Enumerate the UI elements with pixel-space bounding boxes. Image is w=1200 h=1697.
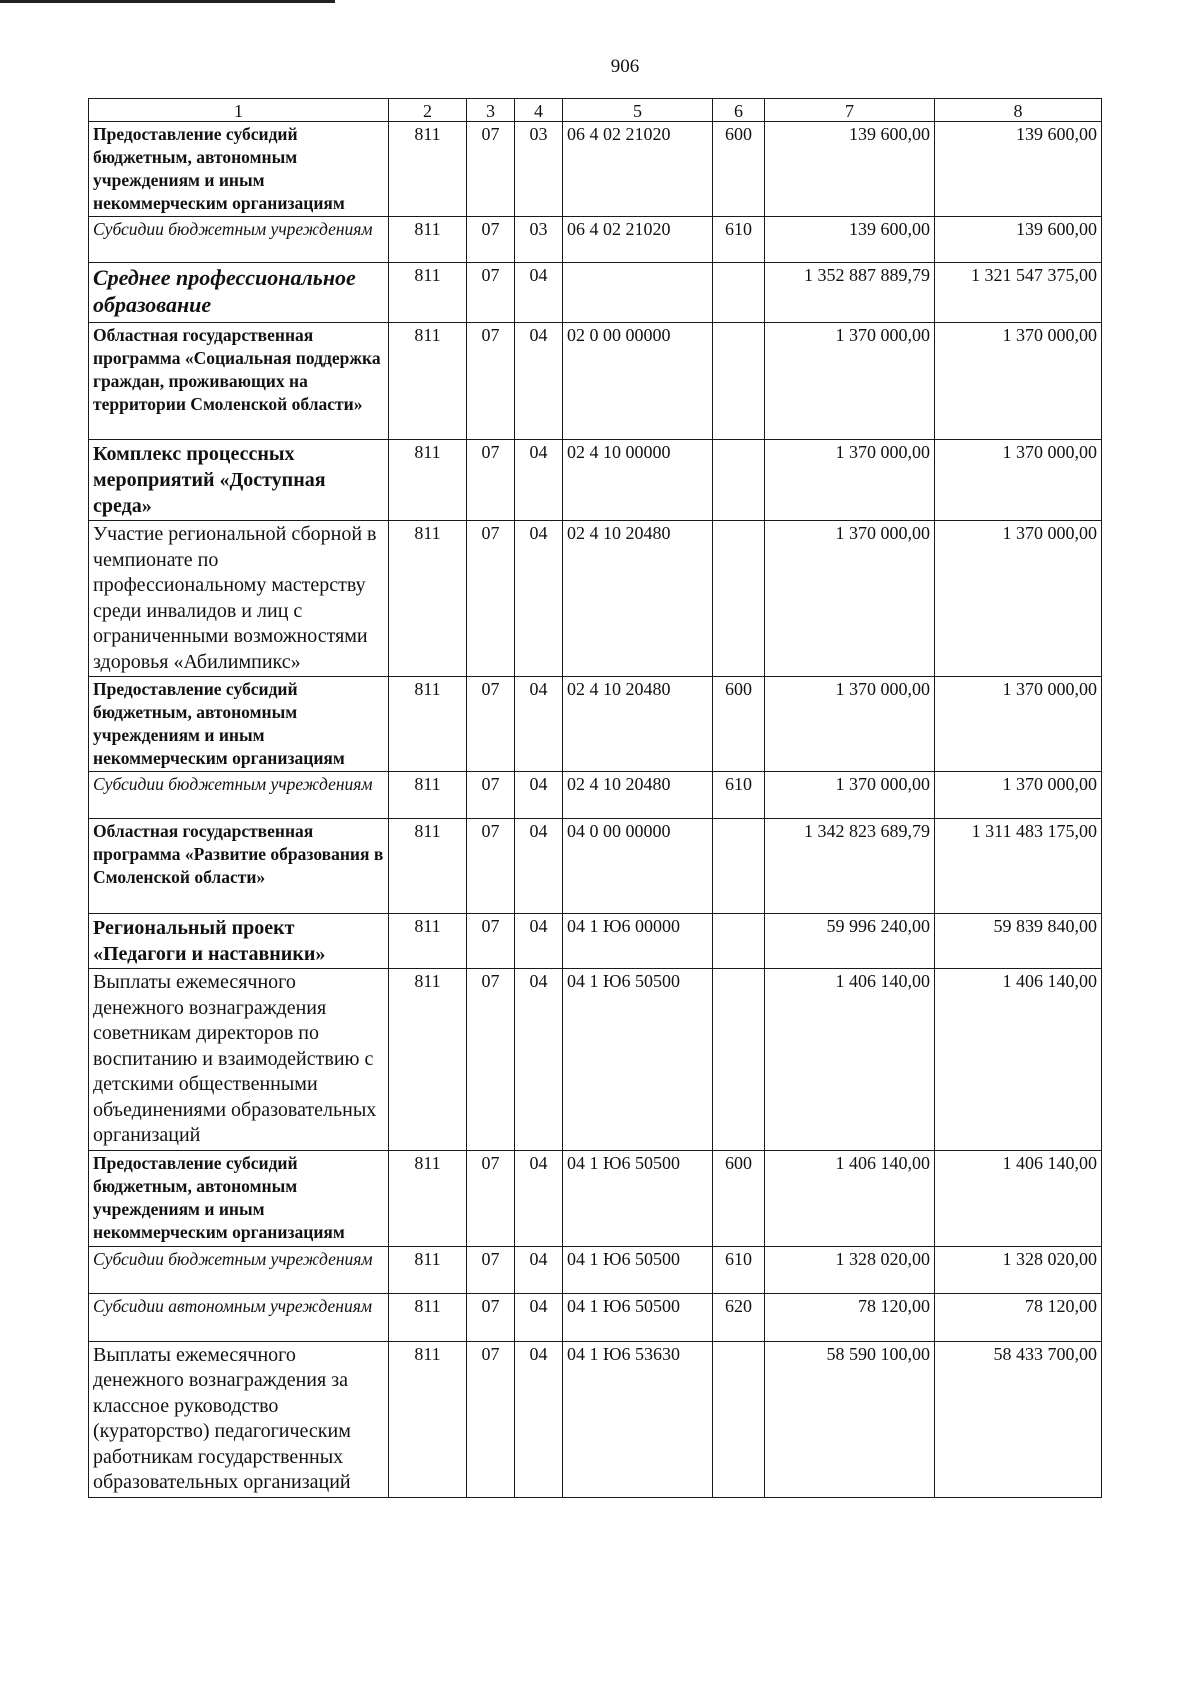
cell-admin: 811 [389,819,467,914]
cell-admin: 811 [389,440,467,521]
cell-amount-1: 1 370 000,00 [765,521,935,677]
table-row [89,1246,1102,1293]
cell-expense-type [713,323,765,440]
cell-amount-1: 1 352 887 889,79 [765,263,935,323]
cell-subsection: 04 [515,440,563,521]
header-row [89,99,1102,122]
row-name: Областная государственная программа «Развитие образования в Смоленской области» [89,819,389,914]
cell-amount-2: 1 370 000,00 [935,772,1102,819]
cell-expense-type: 620 [713,1293,765,1341]
row-name: Выплаты ежемесячного денежного вознаграждения советникам директоров по воспитанию и взаимодействию с детскими общественными объединениями образовательных организаций [89,969,389,1151]
table-row [89,122,1102,217]
table-row [89,323,1102,440]
cell-section: 07 [467,217,515,263]
cell-admin: 811 [389,263,467,323]
cell-amount-2: 1 406 140,00 [935,1150,1102,1246]
cell-section: 07 [467,263,515,323]
cell-amount-2: 1 328 020,00 [935,1246,1102,1293]
cell-section: 07 [467,521,515,677]
row-name: Предоставление субсидий бюджетным, автономным учреждениям и иным некоммерческим организациям [89,122,389,217]
cell-admin: 811 [389,1341,467,1497]
cell-amount-2: 59 839 840,00 [935,914,1102,969]
cell-section: 07 [467,772,515,819]
cell-section: 07 [467,323,515,440]
cell-admin: 811 [389,969,467,1151]
cell-amount-1: 1 370 000,00 [765,440,935,521]
cell-amount-2: 1 370 000,00 [935,521,1102,677]
cell-subsection: 04 [515,1293,563,1341]
cell-section: 07 [467,1293,515,1341]
cell-target-code: 06 4 02 21020 [563,122,713,217]
column-header: 3 [467,99,515,122]
cell-subsection: 03 [515,217,563,263]
cell-section: 07 [467,914,515,969]
cell-target-code: 02 4 10 20480 [563,677,713,772]
cell-amount-1: 59 996 240,00 [765,914,935,969]
column-header: 6 [713,99,765,122]
cell-expense-type [713,440,765,521]
row-name: Среднее профессиональное образование [89,263,389,323]
cell-section: 07 [467,1150,515,1246]
cell-admin: 811 [389,521,467,677]
budget-table [88,98,1102,1498]
cell-subsection: 03 [515,122,563,217]
row-name: Субсидии бюджетным учреждениям [89,772,389,819]
cell-target-code: 02 4 10 00000 [563,440,713,521]
page-number: 906 [610,56,640,77]
cell-target-code: 04 1 Ю6 50500 [563,1246,713,1293]
cell-expense-type [713,819,765,914]
row-name: Областная государственная программа «Социальная поддержка граждан, проживающих на территории Смоленской области» [89,323,389,440]
cell-target-code: 06 4 02 21020 [563,217,713,263]
cell-amount-2: 1 406 140,00 [935,969,1102,1151]
cell-amount-2: 1 370 000,00 [935,323,1102,440]
cell-admin: 811 [389,1150,467,1246]
table-row [89,819,1102,914]
cell-expense-type: 600 [713,677,765,772]
row-name: Предоставление субсидий бюджетным, автономным учреждениям и иным некоммерческим организациям [89,677,389,772]
cell-admin: 811 [389,1293,467,1341]
table-row [89,263,1102,323]
cell-expense-type [713,1341,765,1497]
cell-amount-1: 1 328 020,00 [765,1246,935,1293]
cell-expense-type [713,521,765,677]
cell-amount-1: 1 370 000,00 [765,323,935,440]
cell-target-code: 04 1 Ю6 50500 [563,1293,713,1341]
cell-admin: 811 [389,914,467,969]
cell-amount-1: 1 342 823 689,79 [765,819,935,914]
cell-amount-1: 1 406 140,00 [765,969,935,1151]
cell-target-code: 04 0 00 00000 [563,819,713,914]
cell-section: 07 [467,1246,515,1293]
table-row [89,969,1102,1151]
cell-target-code: 04 1 Ю6 50500 [563,969,713,1151]
cell-target-code [563,263,713,323]
cell-expense-type: 600 [713,1150,765,1246]
cell-expense-type: 610 [713,217,765,263]
table-row [89,217,1102,263]
cell-subsection: 04 [515,1246,563,1293]
cell-amount-2: 1 370 000,00 [935,677,1102,772]
cell-amount-1: 1 370 000,00 [765,772,935,819]
cell-target-code: 02 0 00 00000 [563,323,713,440]
table-row [89,772,1102,819]
cell-admin: 811 [389,1246,467,1293]
row-name: Субсидии автономным учреждениям [89,1293,389,1341]
cell-subsection: 04 [515,263,563,323]
cell-target-code: 04 1 Ю6 00000 [563,914,713,969]
cell-section: 07 [467,122,515,217]
cell-admin: 811 [389,122,467,217]
table-row [89,1150,1102,1246]
column-header: 4 [515,99,563,122]
column-header: 8 [935,99,1102,122]
table-row [89,440,1102,521]
cell-subsection: 04 [515,914,563,969]
cell-subsection: 04 [515,969,563,1151]
column-header: 7 [765,99,935,122]
cell-amount-1: 1 370 000,00 [765,677,935,772]
cell-subsection: 04 [515,1341,563,1497]
cell-section: 07 [467,819,515,914]
cell-subsection: 04 [515,323,563,440]
cell-amount-2: 58 433 700,00 [935,1341,1102,1497]
row-name: Комплекс процессных мероприятий «Доступная среда» [89,440,389,521]
cell-target-code: 02 4 10 20480 [563,772,713,819]
table-row [89,521,1102,677]
row-name: Региональный проект «Педагоги и наставники» [89,914,389,969]
cell-amount-2: 1 311 483 175,00 [935,819,1102,914]
cell-subsection: 04 [515,772,563,819]
cell-section: 07 [467,1341,515,1497]
cell-amount-1: 58 590 100,00 [765,1341,935,1497]
row-name: Участие региональной сборной в чемпионате по профессиональному мастерству среди инвалидов и лиц с ограниченными возможностями здоровья «Абилимпикс» [89,521,389,677]
table-row [89,677,1102,772]
cell-amount-2: 1 321 547 375,00 [935,263,1102,323]
cell-amount-2: 1 370 000,00 [935,440,1102,521]
cell-section: 07 [467,677,515,772]
cell-subsection: 04 [515,819,563,914]
cell-subsection: 04 [515,677,563,772]
cell-target-code: 04 1 Ю6 53630 [563,1341,713,1497]
row-name: Субсидии бюджетным учреждениям [89,1246,389,1293]
cell-expense-type: 600 [713,122,765,217]
table-row [89,1341,1102,1497]
cell-expense-type: 610 [713,772,765,819]
row-name: Выплаты ежемесячного денежного вознаграждения за классное руководство (кураторство) педагогическим работникам государственных образовательных организаций [89,1341,389,1497]
cell-amount-2: 139 600,00 [935,217,1102,263]
cell-subsection: 04 [515,521,563,677]
table-row [89,1293,1102,1341]
cell-admin: 811 [389,217,467,263]
cell-expense-type [713,969,765,1151]
cell-amount-2: 139 600,00 [935,122,1102,217]
cell-section: 07 [467,969,515,1151]
cell-amount-1: 78 120,00 [765,1293,935,1341]
table-row [89,914,1102,969]
cell-admin: 811 [389,323,467,440]
cell-section: 07 [467,440,515,521]
top-rule [0,0,335,3]
column-header: 1 [89,99,389,122]
cell-target-code: 02 4 10 20480 [563,521,713,677]
cell-subsection: 04 [515,1150,563,1246]
column-header: 2 [389,99,467,122]
column-header: 5 [563,99,713,122]
cell-expense-type [713,263,765,323]
cell-amount-1: 139 600,00 [765,217,935,263]
cell-expense-type: 610 [713,1246,765,1293]
cell-amount-1: 139 600,00 [765,122,935,217]
row-name: Субсидии бюджетным учреждениям [89,217,389,263]
row-name: Предоставление субсидий бюджетным, автономным учреждениям и иным некоммерческим организациям [89,1150,389,1246]
cell-target-code: 04 1 Ю6 50500 [563,1150,713,1246]
cell-admin: 811 [389,772,467,819]
cell-admin: 811 [389,677,467,772]
cell-expense-type [713,914,765,969]
cell-amount-1: 1 406 140,00 [765,1150,935,1246]
cell-amount-2: 78 120,00 [935,1293,1102,1341]
